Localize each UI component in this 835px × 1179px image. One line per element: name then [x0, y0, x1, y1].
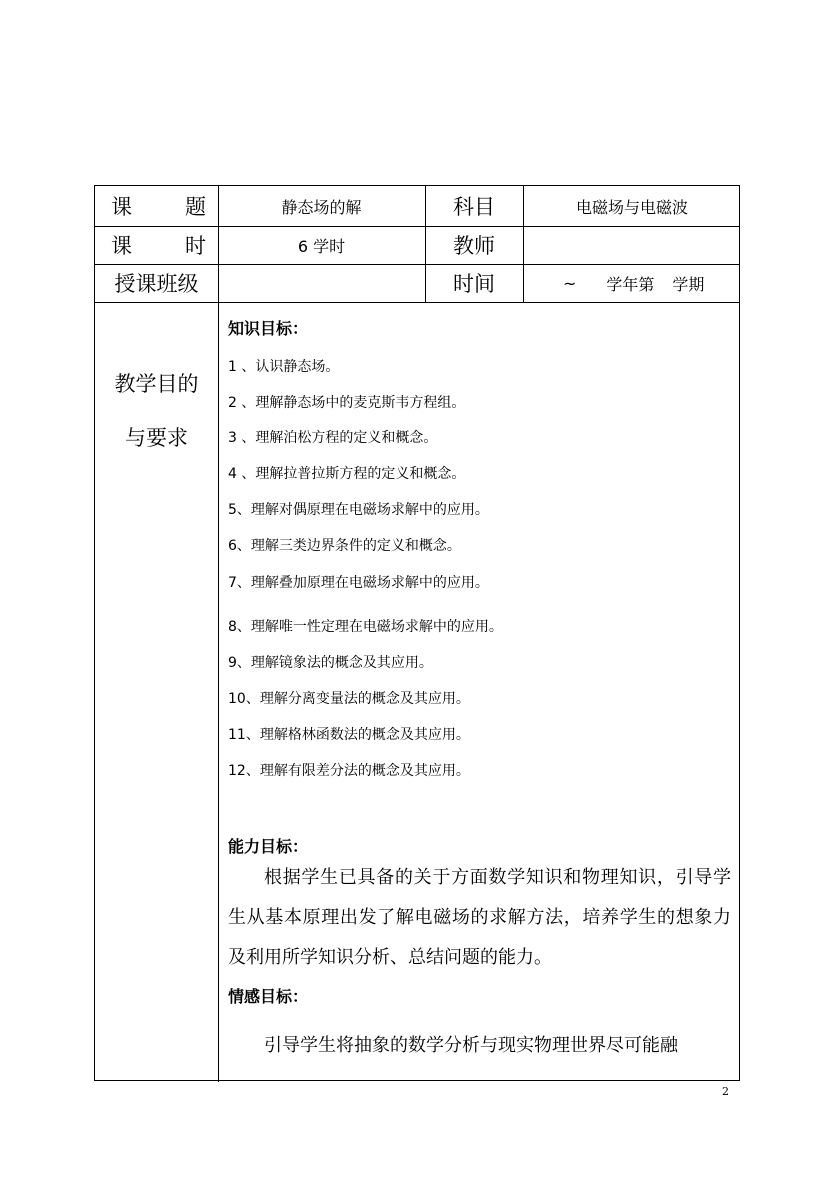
knowledge-item: 11、理解格林函数法的概念及其应用。 — [228, 727, 470, 743]
ability-heading: 能力目标： — [228, 837, 309, 856]
time-value: ~ 学年第 学期 — [563, 273, 705, 294]
knowledge-item: 2 、理解静态场中的麦克斯韦方程组。 — [228, 395, 466, 411]
teacher-value — [523, 226, 741, 264]
goals-content — [228, 302, 731, 1080]
knowledge-item: 8、理解唯一性定理在电磁场求解中的应用。 — [228, 619, 503, 635]
subject-label: 科目 — [453, 195, 495, 219]
topic-label: 课 题 — [111, 195, 206, 219]
time-label: 时间 — [453, 272, 495, 296]
topic-value: 静态场的解 — [281, 197, 362, 217]
page-number: 2 — [722, 1085, 729, 1098]
hours-label: 课 时 — [111, 234, 206, 258]
teacher-label: 教师 — [453, 234, 495, 258]
knowledge-item: 4 、理解拉普拉斯方程的定义和概念。 — [228, 466, 466, 482]
knowledge-item: 7、理解叠加原理在电磁场求解中的应用。 — [228, 575, 489, 591]
subject-value: 电磁场与电磁波 — [575, 197, 688, 217]
emotion-heading: 情感目标： — [228, 987, 309, 1006]
hours-value: 6 学时 — [297, 236, 346, 256]
class-value — [218, 264, 425, 302]
knowledge-item: 3 、理解泊松方程的定义和概念。 — [228, 430, 438, 446]
knowledge-item: 1 、认识静态场。 — [228, 359, 340, 375]
knowledge-item: 9、理解镜象法的概念及其应用。 — [228, 655, 433, 671]
knowledge-item: 5、理解对偶原理在电磁场求解中的应用。 — [228, 502, 489, 518]
column-divider — [218, 186, 219, 1082]
ability-text: 根据学生已具备的关于方面数学知识和物理知识，引导学生从基本原理出发了解电磁场的求解方法，培养学生的想象力及利用所学知识分析、总结问题的能力。 — [228, 867, 731, 968]
goals-label-line2: 与要求 — [125, 426, 188, 450]
lesson-plan-table — [94, 185, 740, 1081]
class-label: 授课班级 — [114, 272, 199, 296]
goals-label-line1: 教学目的 — [114, 372, 199, 396]
knowledge-item: 10、理解分离变量法的概念及其应用。 — [228, 691, 470, 707]
knowledge-heading: 知识目标： — [228, 319, 309, 338]
knowledge-item: 12、理解有限差分法的概念及其应用。 — [228, 763, 470, 779]
knowledge-item: 6、理解三类边界条件的定义和概念。 — [228, 538, 461, 554]
emotion-text: 引导学生将抽象的数学分析与现实物理世界尽可能融 — [264, 1035, 678, 1056]
